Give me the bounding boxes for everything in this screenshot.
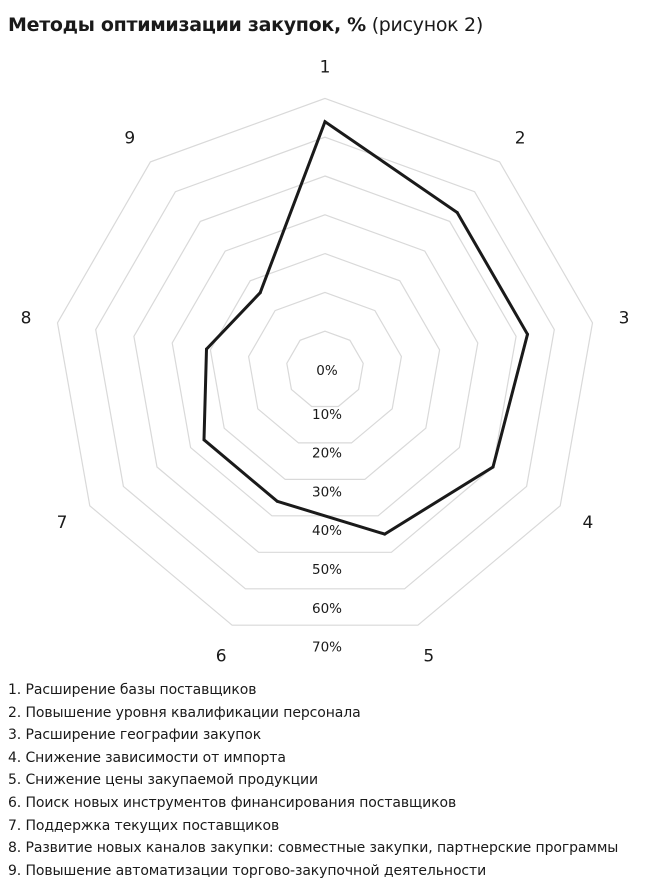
axis-label-4: 4 — [582, 512, 594, 533]
data-point-3 — [526, 333, 529, 336]
data-point-6 — [276, 500, 279, 503]
data-point-5 — [383, 533, 386, 536]
ring-label-1: 10% — [311, 406, 343, 423]
chart-title-main: Методы оптимизации закупок, % — [8, 14, 366, 36]
ring-label-5: 50% — [311, 562, 343, 578]
legend-item-8: 8. Развитие новых каналов закупки: совместные закупки, партнерские программы — [8, 840, 619, 857]
grid-ring-70 — [58, 98, 593, 625]
ring-label-6: 60% — [311, 600, 343, 617]
legend-item-4: 4. Снижение зависимости от импорта — [8, 749, 286, 766]
data-point-8 — [205, 348, 208, 351]
data-point-9 — [259, 291, 262, 294]
data-point-1 — [324, 120, 327, 123]
data-point-4 — [492, 466, 495, 469]
chart-title-subtitle: (рисунок 2) — [371, 14, 483, 36]
axis-label-1: 1 — [319, 57, 331, 78]
legend-item-6: 6. Поиск новых инструментов финансирования поставщиков — [8, 794, 457, 811]
ring-label-2: 20% — [311, 445, 343, 462]
legend-item-2: 2. Повышение уровня квалификации персонала — [8, 704, 361, 721]
data-point-2 — [456, 211, 459, 214]
legend-item-5: 5. Снижение цены закупаемой продукции — [8, 772, 319, 789]
axis-label-8: 8 — [20, 308, 32, 329]
series-line — [204, 122, 528, 534]
axis-label-7: 7 — [56, 512, 68, 533]
legend-item-1: 1. Расширение базы поставщиков — [8, 682, 257, 698]
ring-label-0: 0% — [316, 363, 338, 379]
axis-label-2: 2 — [514, 128, 526, 149]
ring-label-7: 70% — [311, 639, 343, 656]
axis-label-9: 9 — [124, 128, 136, 149]
axis-label-6: 6 — [215, 646, 227, 667]
legend-item-7: 7. Поддержка текущих поставщиков — [8, 817, 280, 834]
ring-label-4: 40% — [311, 523, 343, 540]
ring-label-3: 30% — [311, 484, 343, 501]
legend — [8, 679, 618, 882]
axis-label-5: 5 — [423, 646, 435, 667]
data-point-7 — [203, 438, 206, 441]
legend-item-9: 9. Повышение автоматизации торгово-закупочной деятельности — [8, 862, 487, 879]
axis-label-3: 3 — [618, 308, 630, 329]
legend-item-3: 3. Расширение географии закупок — [8, 727, 262, 744]
